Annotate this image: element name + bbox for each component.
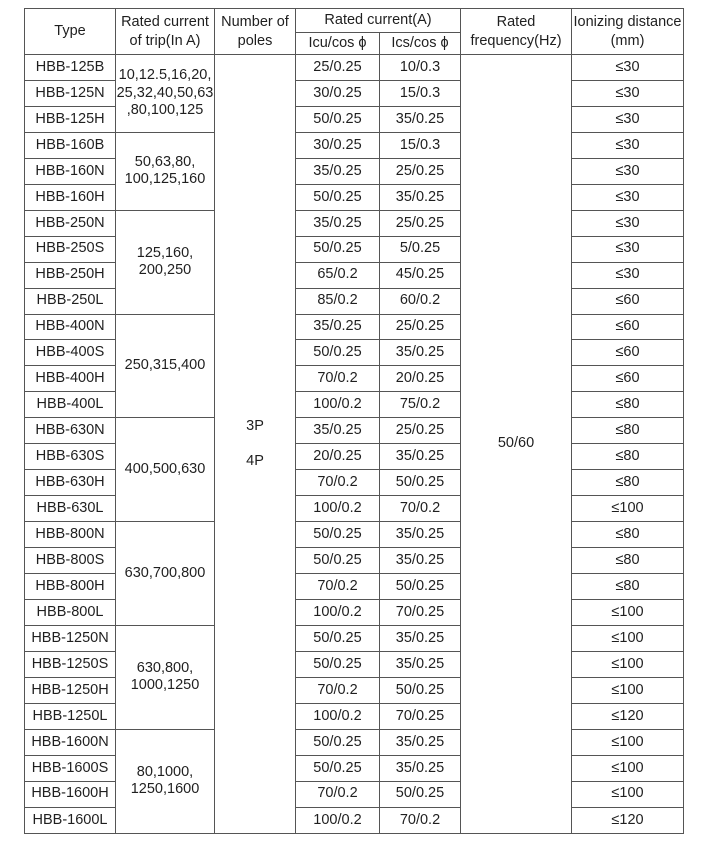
type-cell: HBB-400L (25, 392, 116, 418)
ionizing-distance-cell: ≤100 (572, 600, 684, 626)
type-cell: HBB-250N (25, 210, 116, 236)
ics-cell: 35/0.25 (380, 651, 461, 677)
ionizing-distance-cell: ≤120 (572, 703, 684, 729)
table-row (25, 132, 684, 158)
table-row (25, 418, 684, 444)
type-cell: HBB-125H (25, 106, 116, 132)
icu-cell: 70/0.2 (296, 366, 380, 392)
trip-current-cell: 80,1000, 1250,1600 (116, 729, 215, 833)
trip-current-cell: 400,500,630 (116, 418, 215, 522)
ics-cell: 35/0.25 (380, 106, 461, 132)
type-cell: HBB-1250L (25, 703, 116, 729)
ics-cell: 35/0.25 (380, 625, 461, 651)
type-cell: HBB-125B (25, 55, 116, 81)
poles-cell: 3P 4P (215, 55, 296, 834)
icu-cell: 70/0.2 (296, 574, 380, 600)
ionizing-distance-cell: ≤100 (572, 651, 684, 677)
type-cell: HBB-160N (25, 158, 116, 184)
ics-cell: 75/0.2 (380, 392, 461, 418)
ics-cell: 35/0.25 (380, 522, 461, 548)
type-cell: HBB-160B (25, 132, 116, 158)
type-cell: HBB-250L (25, 288, 116, 314)
icu-cell: 50/0.25 (296, 106, 380, 132)
ionizing-distance-cell: ≤100 (572, 625, 684, 651)
table-row (25, 729, 684, 755)
ics-cell: 35/0.25 (380, 340, 461, 366)
icu-cell: 65/0.2 (296, 262, 380, 288)
type-cell: HBB-1600L (25, 807, 116, 833)
ics-cell: 50/0.25 (380, 677, 461, 703)
header-number-of-poles: Number of poles (215, 9, 296, 55)
type-cell: HBB-630L (25, 496, 116, 522)
trip-current-cell: 630,800, 1000,1250 (116, 625, 215, 729)
ics-cell: 35/0.25 (380, 548, 461, 574)
icu-cell: 70/0.2 (296, 781, 380, 807)
header-type: Type (25, 9, 116, 55)
icu-cell: 50/0.25 (296, 651, 380, 677)
ionizing-distance-cell: ≤80 (572, 548, 684, 574)
type-cell: HBB-250H (25, 262, 116, 288)
ics-cell: 35/0.25 (380, 729, 461, 755)
type-cell: HBB-1600N (25, 729, 116, 755)
type-cell: HBB-1600H (25, 781, 116, 807)
ics-cell: 25/0.25 (380, 314, 461, 340)
spec-table (24, 8, 684, 834)
type-cell: HBB-800S (25, 548, 116, 574)
ics-cell: 70/0.2 (380, 807, 461, 833)
icu-cell: 20/0.25 (296, 444, 380, 470)
ics-cell: 25/0.25 (380, 210, 461, 236)
icu-cell: 85/0.2 (296, 288, 380, 314)
header-rated-current: Rated current(A) (296, 9, 461, 33)
trip-current-cell: 250,315,400 (116, 314, 215, 418)
icu-cell: 50/0.25 (296, 184, 380, 210)
header-icu: Icu/cos ϕ (296, 33, 380, 55)
ionizing-distance-cell: ≤100 (572, 729, 684, 755)
type-cell: HBB-800N (25, 522, 116, 548)
type-cell: HBB-1250S (25, 651, 116, 677)
ionizing-distance-cell: ≤120 (572, 807, 684, 833)
icu-cell: 70/0.2 (296, 470, 380, 496)
ics-cell: 20/0.25 (380, 366, 461, 392)
ionizing-distance-cell: ≤100 (572, 781, 684, 807)
type-cell: HBB-160H (25, 184, 116, 210)
ionizing-distance-cell: ≤80 (572, 418, 684, 444)
ionizing-distance-cell: ≤80 (572, 444, 684, 470)
ics-cell: 10/0.3 (380, 55, 461, 81)
ionizing-distance-cell: ≤60 (572, 288, 684, 314)
ionizing-distance-cell: ≤60 (572, 340, 684, 366)
table-row (25, 55, 684, 81)
ionizing-distance-cell: ≤100 (572, 496, 684, 522)
icu-cell: 100/0.2 (296, 392, 380, 418)
icu-cell: 50/0.25 (296, 729, 380, 755)
ionizing-distance-cell: ≤30 (572, 210, 684, 236)
ics-cell: 70/0.25 (380, 703, 461, 729)
ionizing-distance-cell: ≤30 (572, 106, 684, 132)
ionizing-distance-cell: ≤30 (572, 80, 684, 106)
table-row (25, 522, 684, 548)
type-cell: HBB-250S (25, 236, 116, 262)
icu-cell: 50/0.25 (296, 625, 380, 651)
ics-cell: 25/0.25 (380, 158, 461, 184)
ionizing-distance-cell: ≤80 (572, 574, 684, 600)
icu-cell: 50/0.25 (296, 340, 380, 366)
trip-current-cell: 630,700,800 (116, 522, 215, 626)
ionizing-distance-cell: ≤60 (572, 314, 684, 340)
icu-cell: 100/0.2 (296, 496, 380, 522)
ics-cell: 70/0.2 (380, 496, 461, 522)
icu-cell: 35/0.25 (296, 158, 380, 184)
ionizing-distance-cell: ≤30 (572, 158, 684, 184)
header-ics: Ics/cos ϕ (380, 33, 461, 55)
icu-cell: 35/0.25 (296, 418, 380, 444)
trip-current-cell: 125,160, 200,250 (116, 210, 215, 314)
type-cell: HBB-630S (25, 444, 116, 470)
table-row (25, 210, 684, 236)
icu-cell: 100/0.2 (296, 600, 380, 626)
header-ionizing-distance: Ionizing distance (mm) (572, 9, 684, 55)
frequency-cell: 50/60 (461, 55, 572, 834)
ionizing-distance-cell: ≤30 (572, 132, 684, 158)
type-cell: HBB-400H (25, 366, 116, 392)
icu-cell: 50/0.25 (296, 522, 380, 548)
trip-current-cell: 50,63,80, 100,125,160 (116, 132, 215, 210)
icu-cell: 100/0.2 (296, 703, 380, 729)
header-rated-current-trip: Rated current of trip(In A) (116, 9, 215, 55)
ics-cell: 70/0.25 (380, 600, 461, 626)
icu-cell: 30/0.25 (296, 80, 380, 106)
icu-cell: 30/0.25 (296, 132, 380, 158)
type-cell: HBB-1250N (25, 625, 116, 651)
table-body (25, 55, 684, 834)
type-cell: HBB-630H (25, 470, 116, 496)
ics-cell: 15/0.3 (380, 132, 461, 158)
ionizing-distance-cell: ≤100 (572, 755, 684, 781)
ionizing-distance-cell: ≤30 (572, 55, 684, 81)
ics-cell: 15/0.3 (380, 80, 461, 106)
type-cell: HBB-400N (25, 314, 116, 340)
ionizing-distance-cell: ≤30 (572, 184, 684, 210)
type-cell: HBB-400S (25, 340, 116, 366)
table-header (25, 9, 684, 55)
icu-cell: 35/0.25 (296, 210, 380, 236)
ics-cell: 35/0.25 (380, 184, 461, 210)
icu-cell: 50/0.25 (296, 755, 380, 781)
type-cell: HBB-800L (25, 600, 116, 626)
table-row (25, 314, 684, 340)
ionizing-distance-cell: ≤30 (572, 262, 684, 288)
ics-cell: 50/0.25 (380, 574, 461, 600)
icu-cell: 35/0.25 (296, 314, 380, 340)
icu-cell: 50/0.25 (296, 236, 380, 262)
icu-cell: 50/0.25 (296, 548, 380, 574)
ionizing-distance-cell: ≤100 (572, 677, 684, 703)
type-cell: HBB-800H (25, 574, 116, 600)
ionizing-distance-cell: ≤80 (572, 522, 684, 548)
icu-cell: 70/0.2 (296, 677, 380, 703)
icu-cell: 25/0.25 (296, 55, 380, 81)
trip-current-cell: 10,12.5,16,20, 25,32,40,50,63 ,80,100,125 (116, 55, 215, 133)
ics-cell: 5/0.25 (380, 236, 461, 262)
icu-cell: 100/0.2 (296, 807, 380, 833)
ionizing-distance-cell: ≤60 (572, 366, 684, 392)
type-cell: HBB-630N (25, 418, 116, 444)
table-row (25, 625, 684, 651)
type-cell: HBB-125N (25, 80, 116, 106)
type-cell: HBB-1600S (25, 755, 116, 781)
ics-cell: 35/0.25 (380, 444, 461, 470)
type-cell: HBB-1250H (25, 677, 116, 703)
header-rated-frequency: Rated frequency(Hz) (461, 9, 572, 55)
ionizing-distance-cell: ≤30 (572, 236, 684, 262)
ics-cell: 45/0.25 (380, 262, 461, 288)
ics-cell: 60/0.2 (380, 288, 461, 314)
ics-cell: 50/0.25 (380, 470, 461, 496)
ics-cell: 25/0.25 (380, 418, 461, 444)
ics-cell: 50/0.25 (380, 781, 461, 807)
ics-cell: 35/0.25 (380, 755, 461, 781)
ionizing-distance-cell: ≤80 (572, 470, 684, 496)
ionizing-distance-cell: ≤80 (572, 392, 684, 418)
